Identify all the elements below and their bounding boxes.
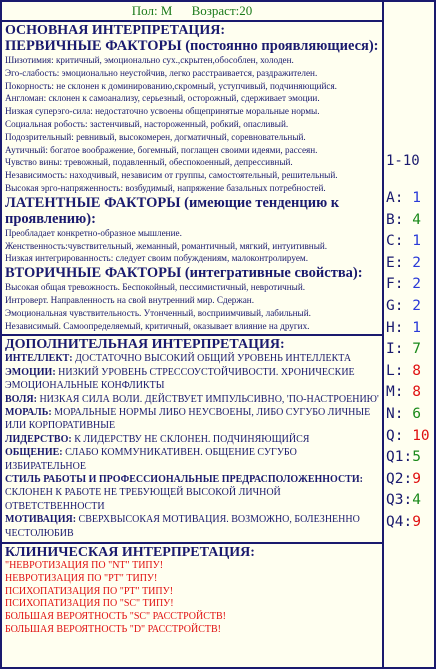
scale-label: Q4: bbox=[386, 513, 413, 530]
scale-label: L: bbox=[386, 362, 404, 379]
scale-value: 2 bbox=[412, 276, 421, 293]
additional-item-label: ЛИДЕРСТВО: bbox=[5, 433, 72, 445]
latent-factor-line: Низкая интегрированность: следует своим побуждениям, малоконтролируем. bbox=[5, 253, 309, 264]
scale-label: N: bbox=[386, 405, 404, 422]
additional-item-label: МОТИВАЦИЯ: bbox=[5, 514, 77, 526]
primary-factors-list bbox=[5, 54, 379, 195]
additional-item-text: К ЛИДЕРСТВУ НЕ СКЛОНЕН. ПОДЧИНЯЮЩИЙСЯ bbox=[71, 433, 310, 445]
additional-interpretation-section bbox=[2, 336, 382, 544]
additional-item bbox=[5, 406, 379, 433]
clinical-list bbox=[5, 560, 379, 637]
scales-panel bbox=[384, 2, 434, 667]
scales-list bbox=[386, 188, 430, 534]
latent-factors-title: ЛАТЕНТНЫЕ ФАКТОРЫ (имеющие тенденцию к проявлению): bbox=[5, 194, 340, 227]
additional-item-text: НИЗКАЯ СИЛА ВОЛИ. ДЕЙСТВУЕТ ИМПУЛЬСИВНО, 'ПО-НАСТРОЕНИЮ' bbox=[36, 393, 379, 405]
additional-item-text: НИЗКИЙ УРОВЕНЬ СТРЕССОУСТОЙЧИВОСТИ. ХРОНИЧЕСКИЕ ЭМОЦИОНАЛЬНЫЕ КОНФЛИКТЫ bbox=[5, 366, 355, 392]
scale-label: F: bbox=[386, 276, 404, 293]
scale-row bbox=[386, 404, 430, 426]
scale-row bbox=[386, 231, 430, 253]
additional-item-text: СВЕРХВЫСОКАЯ МОТИВАЦИЯ. ВОЗМОЖНО, БОЛЕЗНЕННО ЧЕСТОЛЮБИВ bbox=[5, 514, 360, 539]
primary-factors-title: ПЕРВИЧНЫЕ ФАКТОРЫ (постоянно проявляющиеся): bbox=[5, 38, 379, 54]
additional-item bbox=[5, 446, 379, 473]
additional-item-label: МОРАЛЬ: bbox=[5, 406, 52, 418]
scale-label: M: bbox=[386, 384, 404, 401]
latent-factors-list bbox=[5, 227, 379, 265]
main-interpretation-section bbox=[2, 22, 382, 336]
scale-value: 1 bbox=[412, 233, 421, 250]
additional-items-list bbox=[5, 352, 379, 540]
scale-value: 5 bbox=[412, 449, 421, 466]
primary-factor-line: Социальная робость: застенчивый, настороженный, робкий, опасливый. bbox=[5, 118, 289, 129]
secondary-factor-line: Независимый. Самоопределяемый, критичный, оказывает влияние на других. bbox=[5, 320, 310, 331]
additional-item-text: МОРАЛЬНЫЕ НОРМЫ ЛИБО НЕУСВОЕНЫ, ЛИБО СУГУБО ЛИЧНЫЕ ИЛИ КОРПОРАТИВНЫЕ bbox=[5, 406, 371, 432]
scale-row bbox=[386, 361, 430, 383]
age-label: Возраст:20 bbox=[191, 3, 253, 18]
scale-value: 7 bbox=[412, 341, 421, 358]
scale-value: 6 bbox=[412, 405, 421, 422]
primary-factor-line: Аутичный: богатое воображение, богемный, поглащен своими идеями, рассеян. bbox=[5, 144, 318, 155]
additional-item bbox=[5, 513, 379, 540]
clinical-line: БОЛЬШАЯ ВЕРОЯТНОСТЬ "SC" РАССТРОЙСТВ! bbox=[5, 611, 226, 623]
clinical-title: КЛИНИЧЕСКАЯ ИНТЕРПРЕТАЦИЯ: bbox=[5, 545, 255, 561]
primary-factor-line: Независимость: находчивый, независим от группы, самостоятельный, решительный. bbox=[5, 170, 338, 181]
scale-row bbox=[386, 339, 430, 361]
main-title: ОСНОВНАЯ ИНТЕРПРЕТАЦИЯ: bbox=[5, 23, 225, 38]
scale-label: B: bbox=[386, 211, 404, 228]
scale-value: 9 bbox=[412, 470, 421, 487]
scale-value: 4 bbox=[412, 211, 421, 228]
scale-row bbox=[386, 469, 430, 491]
clinical-line: ПСИХОПАТИЗАЦИЯ ПО "SC" ТИПУ! bbox=[5, 598, 174, 610]
primary-factor-line: Низкая суперэго-сила: недостаточно усвоены общепринятые моральные нормы. bbox=[5, 106, 320, 117]
scale-row bbox=[386, 490, 430, 512]
scale-value: 10 bbox=[412, 427, 430, 444]
scale-value: 2 bbox=[412, 297, 421, 314]
scale-value: 1 bbox=[412, 319, 421, 336]
scale-value: 2 bbox=[412, 254, 421, 271]
interpretation-panel bbox=[2, 2, 384, 667]
clinical-line: "НЕВРОТИЗАЦИЯ ПО "NT" ТИПУ! bbox=[5, 560, 164, 572]
primary-factor-line: Чувство вины: тревожный, подавленный, обеспокоенный, депрессивный. bbox=[5, 157, 293, 168]
additional-item-text: СКЛОНЕН К РАБОТЕ НЕ ТРЕБУЮЩЕЙ ВЫСОКОЙ ЛИЧНОЙ ОТВЕТСТВЕННОСТИ bbox=[5, 487, 281, 512]
scale-row bbox=[386, 188, 430, 210]
additional-item-label: ЭМОЦИИ: bbox=[5, 366, 56, 378]
scale-label: E: bbox=[386, 254, 404, 271]
scale-value: 1 bbox=[412, 190, 421, 206]
additional-item-text: ДОСТАТОЧНО ВЫСОКИЙ ОБЩИЙ УРОВЕНЬ ИНТЕЛЛЕКТА bbox=[72, 353, 352, 365]
latent-factor-line: Женственность:чувствительный, жеманный, романтичный, мягкий, интуитивный. bbox=[5, 240, 328, 251]
scale-label: I: bbox=[386, 341, 404, 358]
scale-row bbox=[386, 426, 430, 448]
additional-title: ДОПОЛНИТЕЛЬНАЯ ИНТЕРПРЕТАЦИЯ: bbox=[5, 337, 285, 353]
secondary-factor-line: Высокая общая тревожность. Беспокойный, пессимистичный, невротичный. bbox=[5, 282, 306, 293]
primary-factor-line: Высокая эрго-напряженность: возбудимый, напряжение базальных потребностей. bbox=[5, 182, 326, 193]
scale-value: 9 bbox=[412, 513, 421, 530]
scale-value: 8 bbox=[412, 362, 421, 379]
additional-item-label: ВОЛЯ: bbox=[5, 393, 37, 405]
scale-row bbox=[386, 512, 430, 534]
scale-label: G: bbox=[386, 297, 404, 314]
primary-factor-line: Подозрительный: ревнивый, высокомерен, догматичный, соревновательный. bbox=[5, 131, 306, 142]
clinical-line: НЕВРОТИЗАЦИЯ ПО "PT" ТИПУ! bbox=[5, 572, 158, 584]
scale-label: Q1: bbox=[386, 449, 413, 466]
primary-factor-line: Эго-слабость: эмоционально неустойчив, легко расстраивается, раздражителен. bbox=[5, 67, 318, 78]
header-bar bbox=[2, 2, 382, 22]
scale-label: A: bbox=[386, 190, 404, 206]
clinical-interpretation-section bbox=[2, 544, 382, 639]
scale-row bbox=[386, 382, 430, 404]
scale-label: H: bbox=[386, 319, 404, 336]
additional-item bbox=[5, 366, 379, 393]
additional-item bbox=[5, 433, 379, 446]
scale-row bbox=[386, 210, 430, 232]
additional-item bbox=[5, 352, 379, 365]
primary-factor-line: Англоман: склонен к самоанализу, серьезный, осторожный, сдерживает эмоции. bbox=[5, 93, 320, 104]
clinical-line: ПСИХОПАТИЗАЦИЯ ПО "PT" ТИПУ! bbox=[5, 585, 174, 597]
scale-value: 8 bbox=[412, 384, 421, 401]
scale-label: Q2: bbox=[386, 470, 413, 487]
scale-value: 4 bbox=[412, 492, 421, 509]
additional-item bbox=[5, 473, 379, 513]
additional-item-label: ОБЩЕНИЕ: bbox=[5, 447, 63, 459]
additional-item bbox=[5, 393, 379, 406]
clinical-line: БОЛЬШАЯ ВЕРОЯТНОСТЬ "D" РАССТРОЙСТВ! bbox=[5, 624, 221, 636]
scale-label: Q: bbox=[386, 427, 404, 444]
secondary-factor-line: Эмоциональная чувствительность. Утонченный, восприимчивый, лабильный. bbox=[5, 307, 311, 318]
primary-factor-line: Покорность: не склонен к доминированию,скромный, уступчивый, подчиняющийся. bbox=[5, 80, 337, 91]
secondary-factors-title: ВТОРИЧНЫЕ ФАКТОРЫ (интегративные свойства): bbox=[5, 265, 363, 282]
secondary-factors-list bbox=[5, 281, 379, 332]
scale-row bbox=[386, 318, 430, 340]
latent-factor-line: Преобладает конкретно-образное мышление. bbox=[5, 227, 182, 238]
additional-item-text: СЛАБО КОММУНИКАТИВЕН. ОБЩЕНИЕ СУГУБО ИЗБИРАТЕЛЬНОЕ bbox=[5, 447, 297, 472]
scale-row bbox=[386, 274, 430, 296]
additional-item-label: ИНТЕЛЛЕКТ: bbox=[5, 353, 73, 365]
scale-label: Q3: bbox=[386, 492, 413, 509]
gender-label: Пол: М bbox=[131, 3, 173, 18]
scale-row bbox=[386, 296, 430, 318]
scale-row bbox=[386, 447, 430, 469]
scale-row bbox=[386, 253, 430, 275]
secondary-factor-line: Интроверт. Направленность на свой внутренний мир. Сдержан. bbox=[5, 294, 255, 305]
primary-factor-line: Шизотимия: критичный, эмоционально сух.,скрытен,обособлен, холоден. bbox=[5, 55, 294, 65]
scale-label: C: bbox=[386, 233, 404, 250]
scale-range: 1-10 bbox=[386, 153, 420, 169]
additional-item-label: СТИЛЬ РАБОТЫ И ПРОФЕССИОНАЛЬНЫЕ ПРЕДРАСПОЛОЖЕННОСТИ: bbox=[5, 474, 363, 485]
